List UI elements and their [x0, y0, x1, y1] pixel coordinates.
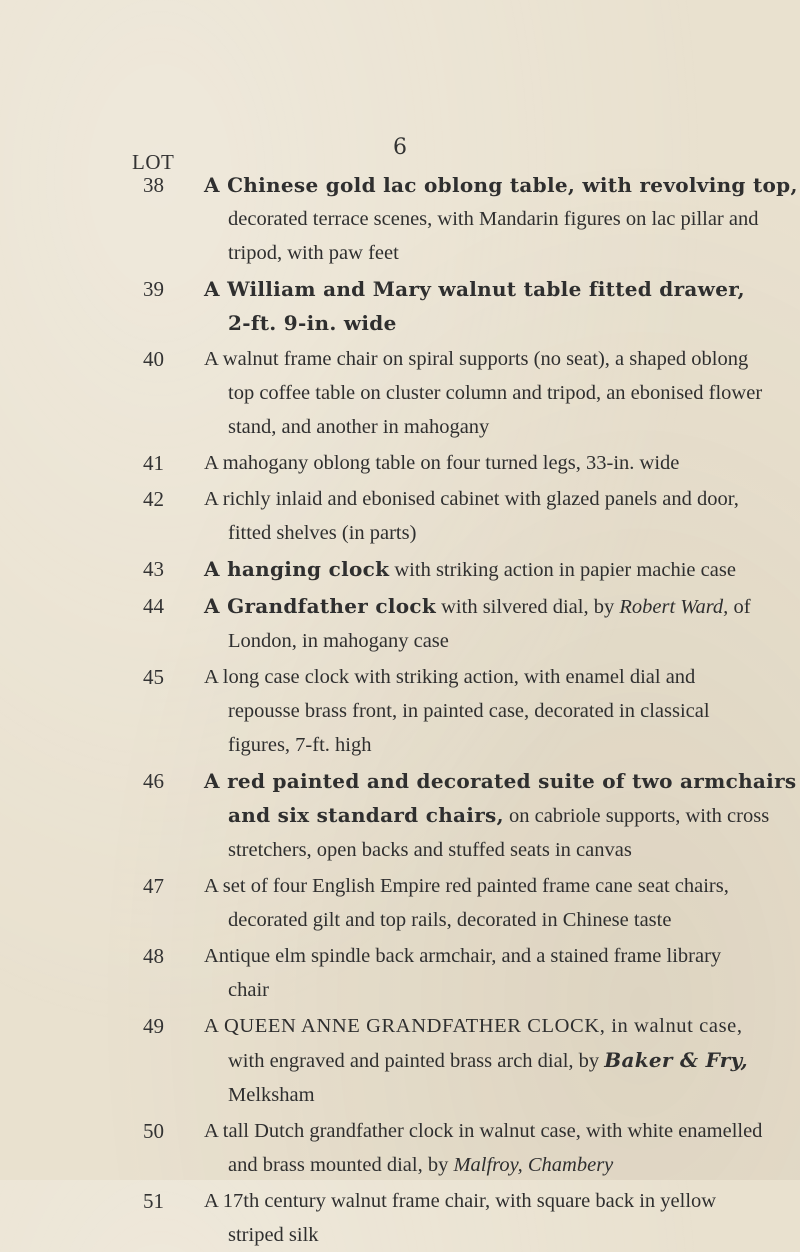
- lot-description-line: 2-ft. 9-in. wide: [228, 311, 397, 335]
- lot-description: [204, 342, 776, 444]
- lot-description-line: stretchers, open backs and stuffed seats in canvas: [228, 839, 632, 861]
- lot-description: [204, 1009, 776, 1112]
- lot-number: 48: [143, 944, 164, 968]
- lot-description-line: A William and Mary walnut table fitted drawer,: [204, 277, 745, 301]
- lot-title: A Grandfather clock: [204, 594, 436, 618]
- maker-name: Robert Ward,: [619, 596, 729, 618]
- lot-description: [204, 764, 797, 867]
- lot-description-line: tripod, with paw feet: [228, 242, 399, 264]
- lot-number: 39: [143, 277, 164, 301]
- lot-description-line: top coffee table on cluster column and tripod, an ebonised flower: [228, 382, 763, 404]
- lot-description-line: stand, and another in mahogany: [228, 416, 490, 438]
- lot-description: [204, 660, 776, 762]
- lot-description-line: striped silk: [228, 1224, 319, 1246]
- lot-description-line: [204, 1043, 776, 1078]
- lot-number: 40: [143, 347, 164, 371]
- lot-description-line: A walnut frame chair on spiral supports (no seat), a shaped oblong: [204, 348, 749, 370]
- lot-description: [204, 589, 776, 658]
- lot-description: [204, 446, 776, 480]
- lot-number: 49: [143, 1014, 164, 1038]
- lot-number: 43: [143, 557, 164, 581]
- lot-number: 42: [143, 487, 164, 511]
- lot-description-text: on cabriole supports, with cross: [503, 805, 770, 827]
- lot-description-text: with silvered dial, by: [436, 596, 620, 618]
- lot-number: 38: [143, 173, 164, 197]
- lot-column-heading: LOT: [132, 150, 175, 174]
- lot-description-line: fitted shelves (in parts): [228, 522, 417, 544]
- lot-description-line: London, in mahogany case: [228, 630, 449, 652]
- lot-number: 50: [143, 1119, 164, 1143]
- lot-description-line: Antique elm spindle back armchair, and a stained frame library: [204, 945, 722, 967]
- maker-name: Baker & Fry,: [604, 1048, 748, 1072]
- lot-description: [204, 869, 776, 937]
- lot-title: and six standard chairs,: [228, 803, 504, 827]
- lot-number: 44: [143, 594, 164, 618]
- lot-description-line: A long case clock with striking action, with enamel dial and: [204, 666, 696, 688]
- lot-description: [204, 482, 776, 550]
- page-number: 6: [393, 135, 407, 160]
- lot-description-line: A mahogany oblong table on four turned legs, 33-in. wide: [204, 452, 680, 474]
- lot-description-line: figures, 7-ft. high: [228, 734, 372, 756]
- lot-description-text: with striking action in papier machie case: [389, 559, 736, 581]
- lot-description-line: A Chinese gold lac oblong table, with revolving top,: [204, 173, 798, 197]
- lot-description-line: A set of four English Empire red painted frame cane seat chairs,: [204, 875, 729, 897]
- lot-description-text: and brass mounted dial, by: [228, 1154, 454, 1176]
- lot-description-line: [204, 589, 776, 624]
- lot-description-text: with engraved and painted brass arch dial, by: [228, 1050, 605, 1072]
- lot-description-line: A richly inlaid and ebonised cabinet with glazed panels and door,: [204, 488, 739, 510]
- lot-description: [204, 939, 776, 1007]
- lot-description-line: [204, 798, 776, 833]
- lot-description-line: A QUEEN ANNE GRANDFATHER CLOCK, in walnut case,: [204, 1015, 743, 1037]
- lot-description: [204, 272, 776, 340]
- lot-description: [204, 1114, 776, 1182]
- lot-description-line: A 17th century walnut frame chair, with square back in yellow: [204, 1190, 717, 1212]
- maker-name: Malfroy, Chambery: [453, 1154, 614, 1176]
- lot-description-line: A red painted and decorated suite of two armchairs: [204, 769, 797, 793]
- lot-description: [204, 168, 798, 270]
- lot-description-line: Melksham: [228, 1084, 315, 1106]
- lot-number: 45: [143, 665, 164, 689]
- lot-description: [204, 1184, 776, 1252]
- lot-number: 47: [143, 874, 164, 898]
- lot-description-line: [204, 1148, 776, 1182]
- lot-description-line: repousse brass front, in painted case, decorated in classical: [228, 700, 710, 722]
- lot-number: 51: [143, 1189, 164, 1213]
- lot-description-text: of: [728, 596, 751, 618]
- lot-description-line: chair: [228, 979, 269, 1001]
- lot-description-line: [204, 552, 776, 587]
- lot-description: [204, 552, 776, 587]
- lot-title: A hanging clock: [204, 557, 390, 581]
- lot-number: 46: [143, 769, 164, 793]
- lot-description-line: decorated gilt and top rails, decorated in Chinese taste: [228, 909, 672, 931]
- lot-description-line: decorated terrace scenes, with Mandarin figures on lac pillar and: [228, 208, 759, 230]
- lot-description-line: A tall Dutch grandfather clock in walnut case, with white enamelled: [204, 1120, 763, 1142]
- lot-number: 41: [143, 451, 164, 475]
